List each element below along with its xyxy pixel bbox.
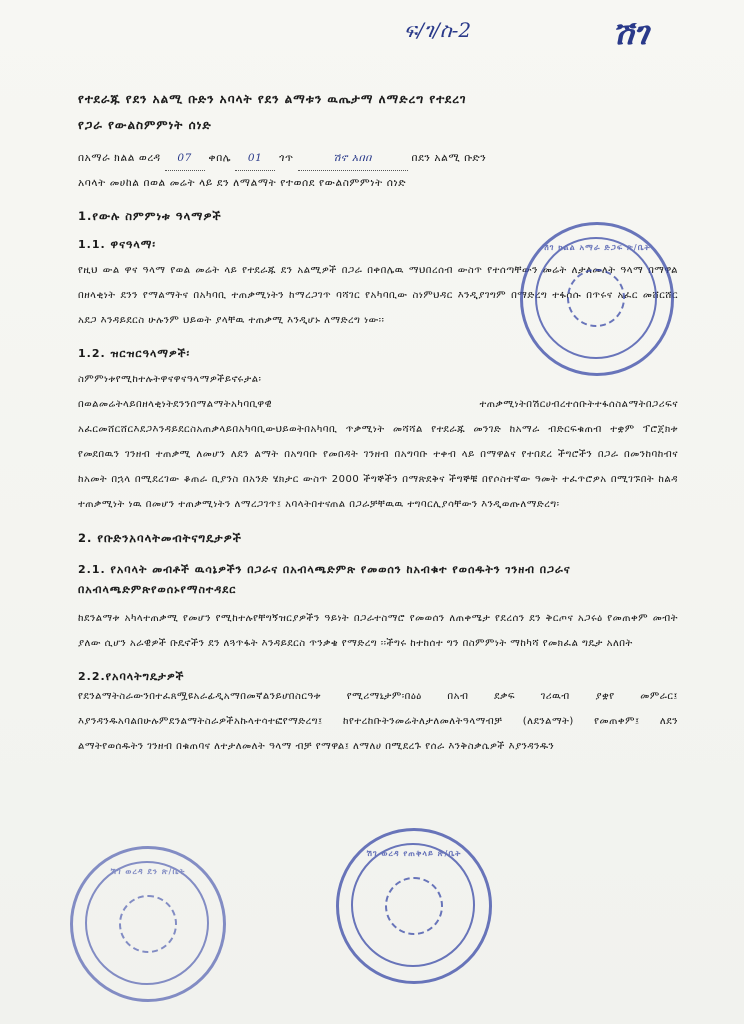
handwritten-reference: ፍ/ገ/ስ-2 [404, 18, 472, 42]
stamp-emblem-icon [119, 895, 177, 953]
intro-line1: በአማራ ክልል ወረዳ 07 ቀበሌ 01 ጎጥ ሽኖ አበበ በደን አልሚ ቡድን [78, 146, 678, 171]
intro-line2: አባላት መሀከል በወል መሬት ላይ ደን ለማልማት የተወሰደ የውልስምምነት ሰነድ [78, 177, 407, 189]
document-body [78, 86, 678, 759]
stamp-bottom-center-text: ሽገ ወረዳ የጠቅላይ ጽ/ቤት [366, 849, 462, 858]
section-1-2-text: በወልመሬትላይበዘላቂነትደንንበማልማትአካባቢዋዊ ተጠቃሚነትበሽርሀብረተሰቡትተፋሰስልማትበጋሪፍና አፈርመሸርሸርእደጋእንዳይደርስአጠቃላይበአካባቢውህይወትበአካባቢ ጥቃሚነት መሻሻል የተደራጁ መንገድ ከአማራ ብድርፍቁጠብ ተቋም ፕሮጀክቱ የመደበዉን ገንዘብ ተጠቃሚ ለመሆን ለደን ልማት በአግባቡ የመበዳት ገንዘብ በአግባቡ ተቀብ ላይ በማዋልና የተበደረ ችግሮችን በጋራ በመንከባከብና ከአመት በኋላ በሚደረገው ቆጠራ ቢያንስ በአንድ ሄክታር ውስጥ 2000 ችግኞችን በማጽደቅና ችግኞቹ በየሶስተኛው ዓመት ተፈጥሮዎአ በሚገኙበት ከልዳ ተጠቃሚነት ነዉ በመሆን ተጠቃሚነትን ለማረጋገጥ፤ አባላትበተናጠል በጋራቻቸዉዉ ተግባርሊያሳቸውን እንዲወጡለማድረግ፡ [78, 399, 678, 510]
document-title-line2: የጋራ የውልስምምነት ሰነድ [78, 118, 212, 132]
section-1-heading: 1.የውሉ ስምምነቱ ዓላማዎች [78, 209, 222, 223]
official-stamp-right [520, 222, 674, 376]
got-value: ሽኖ አበበ [298, 146, 408, 171]
section-1-1-text: የዚህ ውል ዋና ዓላማ የወል መሬት ላይ የተደራጁ ደን አልሚዎች በጋራ በቀበሌዉ ማህበረሰብ ውስጥ የተሰጣቸውን መሬት ለታለመለት ዓላማ በማዋል በዘላቂነት ደንን የማልማትና በአካባቢ ተጠቃሚነትን ከማረጋገጥ ባሻገር የአካባቢው ስነምህዳር እንዲያገግም በማድረግ ተፋሰሱ በጥሩና አፈር መሸርሸር አደጋ እንዳይደርስ ሁሉንም ህይወት ያላቸዉ ተጠቃሚ እንዲሆኑ ለማድረግ ነው፡፡ [78, 265, 678, 326]
kebele-value: 01 [235, 146, 275, 171]
section-1-2-heading: 1.2. ዝርዝርዓላማዎች፡ [78, 347, 191, 360]
official-stamp-bottom-center [336, 828, 492, 984]
stamp-right-text: ሽገ ክልል አማራ ድጋፍ ጽ/ቤት [543, 243, 651, 252]
stamp-emblem-icon [567, 269, 625, 327]
section-1-1-heading: 1.1. ዋናዓላማ፡ [78, 238, 156, 251]
document-title-line1: የተደራጁ የደን አልሚ ቡድን አባላት የደን ልማቱን ዉጤታማ ለማድረግ የተደረገ [78, 92, 467, 106]
woreda-value: 07 [165, 146, 205, 171]
section-2-1-text: ከደንልማቱ አካላተጠቃሚ የመሆን የሚከተሉየቸግኝዝርያዎችን ዓይነት በጋራተስማሮ የመወሰን ለጠቀሜታ የደረሰን ደን ቅርጦና አጋሩዕ የመጠቀም መብት ያለው ሲሆን አራዊዎች ቡዴኖችን ደን ለጓጥፋት እንዳይደርስ ጥንቃቄ የማድረግ ፡፡ችግሩ ከተከሰተ ግን በስምምነት ማከካሻ የመክፈል ግዴታ አለበት [78, 613, 678, 649]
stamp-emblem-icon [385, 877, 443, 935]
handwritten-mark: ሽገ [612, 14, 649, 52]
section-2-2-text: የደንልማትስራውንበተፈጸሟዩአራፊዲአማበመኛልንይሆበስርዓቱ የሚሪማኒታም፡በዕዕ በአብ ደቃፍ ገሪዉብ ያቋየ መምራር፤ እያንዳንዱአባልበሁሉምደንልማትስራዎችአኩላተሳተፎየማድረግ፤ ከየተረከቡትንመሬትለታለመለትዓላማብቻ (ለደንልማት) የመጠቀም፤ ለደን ልማትየወሰዱትን ገንዘብ በቁጠባና ለተታለመለት ዓላማ ብቻ የማዋል፤ ለማለሀ በሚደረጉ የሰራ እንቅስቃሴዎች እያንዳንዱን [78, 691, 678, 752]
section-2-2-heading: 2.2.የአባላትግዴታዎች [78, 670, 185, 683]
section-2-1-heading: 2.1. የአባላት መብቶች ዉሳኔዎችን በጋራና በአብላጫድምጽ የመወሰን ከአብቁተ የወሰዱትን ገንዘብ በጋራና በአብላጫድምጽየወሰኑየማስተዳደር [78, 563, 571, 596]
official-stamp-bottom-left [70, 846, 226, 1002]
section-2-heading: 2. የቡድንአባላትመብትናግዴታዎች [78, 531, 242, 545]
stamp-bottom-left-text: ሽገ ወረዳ ደን ጽ/ቤት [110, 867, 186, 876]
section-1-2-intro: ስምምነቱየሚከተሉትዋናዋናዓላማዎችይኖሩታል፡ [78, 374, 262, 385]
